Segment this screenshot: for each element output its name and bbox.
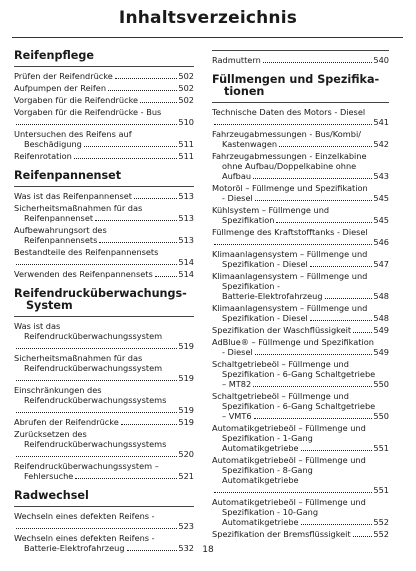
- toc-entry[interactable]: [14, 191, 194, 201]
- toc-entry[interactable]: [212, 107, 389, 127]
- toc-entry-text: Füllmenge des Kraftstofftanks - Diesel: [212, 227, 368, 237]
- toc-page-number: 502: [178, 71, 194, 81]
- toc-entry[interactable]: [14, 95, 194, 105]
- dot-leader: [310, 320, 373, 321]
- toc-page-number: 548: [373, 291, 389, 301]
- toc-entry[interactable]: [14, 83, 194, 93]
- toc-entry-text: Spezifikation - 6-Gang Schaltgetriebe: [222, 369, 376, 379]
- toc-page-number: 540: [373, 55, 389, 65]
- toc-entry-leader-row: [14, 71, 194, 81]
- section-heading-text: Radwechsel: [14, 489, 89, 502]
- toc-entry-text: Batterie-Elektrofahrzeug: [24, 543, 125, 553]
- toc-entry-text: Spezifikation: [222, 215, 275, 225]
- toc-entry-text: - Diesel: [222, 193, 253, 203]
- toc-entry-leader-row: [212, 291, 389, 301]
- toc-entry-text: Einschränkungen des: [14, 385, 102, 395]
- toc-entry-text: Was ist das Reifenpannenset: [14, 191, 132, 201]
- toc-entry-leader-row: [14, 373, 194, 383]
- toc-entry[interactable]: [212, 423, 389, 453]
- toc-entry[interactable]: [14, 429, 194, 459]
- toc-page-number: 552: [373, 529, 389, 539]
- toc-entry-text: Sicherheitsmaßnahmen für das: [14, 353, 143, 363]
- toc-page-number: 511: [178, 151, 194, 161]
- toc-entry-text: Spezifikation - 8-Gang: [222, 465, 313, 475]
- toc-entry-text: Abrufen der Reifendrücke: [14, 417, 119, 427]
- section-heading: [14, 50, 194, 62]
- toc-section: [14, 170, 194, 279]
- toc-entry-text: Spezifikation der Waschflüssigkeit: [212, 325, 352, 335]
- toc-entry-text: Technische Daten des Motors - Diesel: [212, 107, 366, 117]
- toc-entry-text: Prüfen der Reifendrücke: [14, 71, 113, 81]
- section-heading-text: System: [26, 299, 73, 312]
- dot-leader: [16, 380, 177, 381]
- toc-page-number: 502: [178, 95, 194, 105]
- toc-entry-text: Kastenwagen: [222, 139, 278, 149]
- toc-entry[interactable]: [14, 417, 194, 427]
- toc-page-number: 513: [178, 191, 194, 201]
- section-heading-text: Reifendrucküberwachungs-: [14, 287, 187, 300]
- toc-entry-leader-row: [212, 517, 389, 527]
- section-heading: [14, 288, 194, 312]
- toc-entry[interactable]: [14, 511, 194, 531]
- toc-page-number: 550: [373, 379, 389, 389]
- toc-section: [212, 74, 389, 539]
- dot-leader: [16, 456, 177, 457]
- toc-entry[interactable]: [14, 151, 194, 161]
- toc-entry-text: Automatikgetriebe: [222, 517, 299, 527]
- toc-entry-text: Automatikgetriebeöl – Füllmenge und: [212, 423, 366, 433]
- toc-entry-text: Was ist das: [14, 321, 61, 331]
- toc-page-number: 552: [373, 517, 389, 527]
- toc-page-number: 543: [373, 171, 389, 181]
- dot-leader: [16, 124, 177, 125]
- toc-entry-leader-row: [14, 235, 194, 245]
- toc-entry-text: Verwenden des Reifenpannensets: [14, 269, 153, 279]
- toc-entry-text: Fahrzeugabmessungen - Bus/Kombi/: [212, 129, 361, 139]
- toc-entry[interactable]: [212, 325, 389, 335]
- toc-entry-text: Spezifikation der Bremsflüssigkeit: [212, 529, 351, 539]
- dot-leader: [95, 220, 177, 221]
- toc-entry-text: Untersuchen des Reifens auf: [14, 129, 132, 139]
- toc-entry[interactable]: [212, 391, 389, 421]
- dot-leader: [279, 146, 372, 147]
- dot-leader: [214, 244, 372, 245]
- dot-leader: [301, 450, 373, 451]
- toc-entry-text: Automatikgetriebeöl – Füllmenge und: [212, 497, 366, 507]
- toc-entry-text: - Diesel: [222, 347, 253, 357]
- toc-entry[interactable]: [14, 321, 194, 351]
- toc-entry-text: Automatikgetriebe: [222, 443, 299, 453]
- toc-entry-leader-row: [14, 341, 194, 351]
- toc-entry-leader-row: [14, 471, 194, 481]
- toc-page-number: 548: [373, 313, 389, 323]
- toc-entry[interactable]: [212, 129, 389, 149]
- section-heading-text: Reifenpflege: [14, 49, 94, 62]
- section-heading-text: Füllmengen und Spezifika-: [212, 73, 380, 86]
- toc-entry-text: Reifendrucküberwachungssystem –: [14, 461, 159, 471]
- dot-leader: [254, 418, 373, 419]
- toc-entry[interactable]: [14, 203, 194, 223]
- section-heading-text: Reifenpannenset: [14, 169, 122, 182]
- dot-leader: [75, 478, 177, 479]
- toc-page-number: 513: [178, 213, 194, 223]
- toc-entry[interactable]: [14, 225, 194, 245]
- toc-entry-text: Klimaanlagensystem – Füllmenge und: [212, 249, 368, 259]
- toc-entry-leader-row: [14, 213, 194, 223]
- toc-page-number: 513: [178, 235, 194, 245]
- dot-leader: [353, 536, 373, 537]
- toc-entry[interactable]: [14, 71, 194, 81]
- toc-section: [14, 50, 194, 161]
- toc-entry-leader-row: [14, 269, 194, 279]
- dot-leader: [276, 222, 372, 223]
- toc-page-number: 514: [178, 269, 194, 279]
- dot-leader: [84, 146, 177, 147]
- toc-entry[interactable]: [212, 55, 389, 65]
- dot-leader: [310, 266, 373, 267]
- dot-leader: [253, 178, 372, 179]
- toc-entry-text: Motoröl – Füllmenge und Spezifikation: [212, 183, 368, 193]
- toc-page-number: 502: [178, 83, 194, 93]
- toc-entry-text: Fahrzeugabmessungen - Einzelkabine: [212, 151, 367, 161]
- toc-entry-leader-row: [212, 193, 389, 203]
- dot-leader: [121, 424, 178, 425]
- toc-entry-text: Beschädigung: [24, 139, 82, 149]
- dot-leader: [214, 124, 372, 125]
- dot-leader: [263, 62, 373, 63]
- toc-right-column: [212, 50, 389, 541]
- toc-page-number: 550: [373, 411, 389, 421]
- toc-entry-leader-row: [14, 405, 194, 415]
- toc-entry-leader-row: [14, 449, 194, 459]
- toc-page-number: 532: [178, 543, 194, 553]
- toc-page-number: 519: [178, 405, 194, 415]
- section-heading: [14, 170, 194, 182]
- toc-page-number: 551: [373, 443, 389, 453]
- toc-entry-leader-row: [212, 529, 389, 539]
- toc-entry[interactable]: [14, 269, 194, 279]
- toc-entry[interactable]: [212, 151, 389, 181]
- toc-entry[interactable]: [212, 497, 389, 527]
- toc-entry-leader-row: [212, 313, 389, 323]
- toc-entry-text: Aufbau: [222, 171, 252, 181]
- toc-entry-text: Reifenrotation: [14, 151, 72, 161]
- toc-entry-leader-row: [212, 379, 389, 389]
- dot-leader: [140, 102, 177, 103]
- dot-leader: [353, 332, 372, 333]
- dot-leader: [74, 158, 178, 159]
- toc-page-number: 542: [373, 139, 389, 149]
- toc-entry[interactable]: [212, 337, 389, 357]
- toc-entry-text: – VMT6: [222, 411, 252, 421]
- toc-entry-text: Radmuttern: [212, 55, 261, 65]
- toc-entry-leader-row: [14, 117, 194, 127]
- toc-entry-text: Reifendrucküberwachungssystems: [24, 395, 167, 405]
- toc-entry-text: Fehlersuche: [24, 471, 74, 481]
- toc-entry-leader-row: [212, 237, 389, 247]
- toc-entry-text: Zurücksetzen des: [14, 429, 87, 439]
- toc-entry-text: Vorgaben für die Reifendrücke: [14, 95, 139, 105]
- dot-leader: [16, 264, 177, 265]
- toc-entry-leader-row: [14, 417, 194, 427]
- toc-entry-leader-row: [212, 485, 389, 495]
- toc-entry-leader-row: [212, 443, 389, 453]
- toc-entry-text: Aufbewahrungsort des: [14, 225, 107, 235]
- section-divider: [14, 186, 194, 187]
- toc-section: [14, 490, 194, 553]
- toc-entry-text: Aufpumpen der Reifen: [14, 83, 107, 93]
- toc-entry-text: Spezifikation - 1-Gang: [222, 433, 313, 443]
- toc-page-number: 547: [373, 259, 389, 269]
- toc-page-number: 519: [178, 373, 194, 383]
- toc-entry-leader-row: [212, 215, 389, 225]
- toc-entry-leader-row: [14, 521, 194, 531]
- toc-entry-text: Reifendrucküberwachungssystems: [24, 439, 167, 449]
- toc-entry-leader-row: [14, 95, 194, 105]
- toc-page-number: 545: [373, 193, 389, 203]
- toc-entry[interactable]: [14, 461, 194, 481]
- toc-entry-leader-row: [14, 83, 194, 93]
- toc-page-number: 551: [373, 485, 389, 495]
- toc-entry-text: Schaltgetriebeöl – Füllmenge und: [212, 359, 349, 369]
- toc-page-number: 514: [178, 257, 194, 267]
- toc-entry[interactable]: [212, 529, 389, 539]
- toc-entry-text: Reifenpannenset: [24, 213, 94, 223]
- toc-entry[interactable]: [14, 107, 194, 127]
- toc-entry-text: Spezifikation - Diesel: [222, 259, 308, 269]
- toc-page-number: 521: [178, 471, 194, 481]
- toc-entry-leader-row: [212, 411, 389, 421]
- dot-leader: [301, 524, 373, 525]
- toc-page-number: 510: [178, 117, 194, 127]
- toc-page-number: 520: [178, 449, 194, 459]
- toc-page-number: 546: [373, 237, 389, 247]
- toc-page-number: 511: [178, 139, 194, 149]
- section-divider: [212, 50, 389, 51]
- page-number: 18: [202, 545, 214, 555]
- toc-entry[interactable]: [212, 249, 389, 269]
- toc-entry[interactable]: [212, 455, 389, 495]
- toc-entry-text: Schaltgetriebeöl – Füllmenge und: [212, 391, 349, 401]
- toc-entry-leader-row: [14, 257, 194, 267]
- toc-entry-text: Sicherheitsmaßnahmen für das: [14, 203, 143, 213]
- toc-entry-text: Automatikgetriebe: [222, 475, 299, 485]
- toc-entry-text: – MT82: [222, 379, 252, 389]
- dot-leader: [253, 386, 372, 387]
- toc-entry-leader-row: [14, 139, 194, 149]
- toc-section: [14, 288, 194, 481]
- toc-entry[interactable]: [14, 247, 194, 267]
- section-heading: [212, 74, 389, 98]
- toc-entry-text: ohne Aufbau/Doppelkabine ohne: [222, 161, 357, 171]
- section-divider: [14, 506, 194, 507]
- toc-entry-leader-row: [212, 171, 389, 181]
- toc-entry-leader-row: [212, 325, 389, 335]
- toc-page-number: 545: [373, 215, 389, 225]
- toc-entry-text: Reifenpannensets: [24, 235, 98, 245]
- toc-entry-leader-row: [212, 139, 389, 149]
- toc-page-number: 519: [178, 341, 194, 351]
- toc-entry[interactable]: [212, 359, 389, 389]
- dot-leader: [325, 298, 373, 299]
- toc-entry-leader-row: [212, 55, 389, 65]
- toc-page-number: 549: [373, 325, 389, 335]
- dot-leader: [255, 354, 373, 355]
- dot-leader: [214, 492, 372, 493]
- section-heading: [14, 490, 194, 502]
- toc-entry-text: Kühlsystem – Füllmenge und: [212, 205, 330, 215]
- dot-leader: [16, 528, 177, 529]
- toc-entry-text: Batterie-Elektrofahrzeug: [222, 291, 323, 301]
- toc-entry[interactable]: [14, 353, 194, 383]
- toc-page-number: 519: [178, 417, 194, 427]
- toc-left-column: [14, 50, 194, 555]
- section-divider: [14, 66, 194, 67]
- toc-entry-text: Klimaanlagensystem – Füllmenge und: [212, 303, 368, 313]
- toc-entry-text: Klimaanlagensystem – Füllmenge und: [212, 271, 368, 281]
- toc-entry-text: Vorgaben für die Reifendrücke - Bus: [14, 107, 162, 117]
- section-heading-text: tionen: [224, 85, 265, 98]
- section-divider: [212, 102, 389, 103]
- dot-leader: [155, 276, 178, 277]
- toc-entry-text: Bestandteile des Reifenpannensets: [14, 247, 159, 257]
- toc-entry-text: Spezifikation - 6-Gang Schaltgetriebe: [222, 401, 376, 411]
- toc-entry[interactable]: [212, 227, 389, 247]
- toc-entry[interactable]: [212, 205, 389, 225]
- toc-entry[interactable]: [212, 183, 389, 203]
- toc-page-number: 541: [373, 117, 389, 127]
- dot-leader: [115, 78, 178, 79]
- toc-entry-leader-row: [14, 151, 194, 161]
- toc-entry-leader-row: [14, 191, 194, 201]
- dot-leader: [16, 412, 177, 413]
- toc-entry-text: Automatikgetriebeöl – Füllmenge und: [212, 455, 366, 465]
- dot-leader: [134, 198, 177, 199]
- toc-entry[interactable]: [14, 385, 194, 415]
- dot-leader: [16, 348, 177, 349]
- toc-entry-text: Wechseln eines defekten Reifens -: [14, 511, 155, 521]
- page-title: Inhaltsverzeichnis: [118, 8, 298, 28]
- dot-leader: [99, 242, 177, 243]
- toc-entry[interactable]: [14, 129, 194, 149]
- toc-entry-text: Spezifikation - 10-Gang: [222, 507, 319, 517]
- toc-entry-text: Wechseln eines defekten Reifens -: [14, 533, 155, 543]
- dot-leader: [255, 200, 373, 201]
- section-divider: [14, 316, 194, 317]
- toc-entry-text: Spezifikation -: [222, 281, 281, 291]
- toc-entry-text: Reifendrucküberwachungssystem: [24, 331, 163, 341]
- header-rule: [12, 37, 403, 38]
- dot-leader: [108, 90, 177, 91]
- toc-entry-text: AdBlue® – Füllmenge und Spezifikation: [212, 337, 374, 347]
- toc-page-number: 523: [178, 521, 194, 531]
- toc-entry-leader-row: [212, 347, 389, 357]
- toc-entry-text: Reifendrucküberwachungssystem: [24, 363, 163, 373]
- toc-entry-text: Spezifikation - Diesel: [222, 313, 308, 323]
- toc-entry[interactable]: [212, 303, 389, 323]
- toc-entry-leader-row: [212, 259, 389, 269]
- toc-page-number: 549: [373, 347, 389, 357]
- toc-entry-leader-row: [212, 117, 389, 127]
- page-header: [0, 0, 416, 48]
- toc-entry[interactable]: [212, 271, 389, 301]
